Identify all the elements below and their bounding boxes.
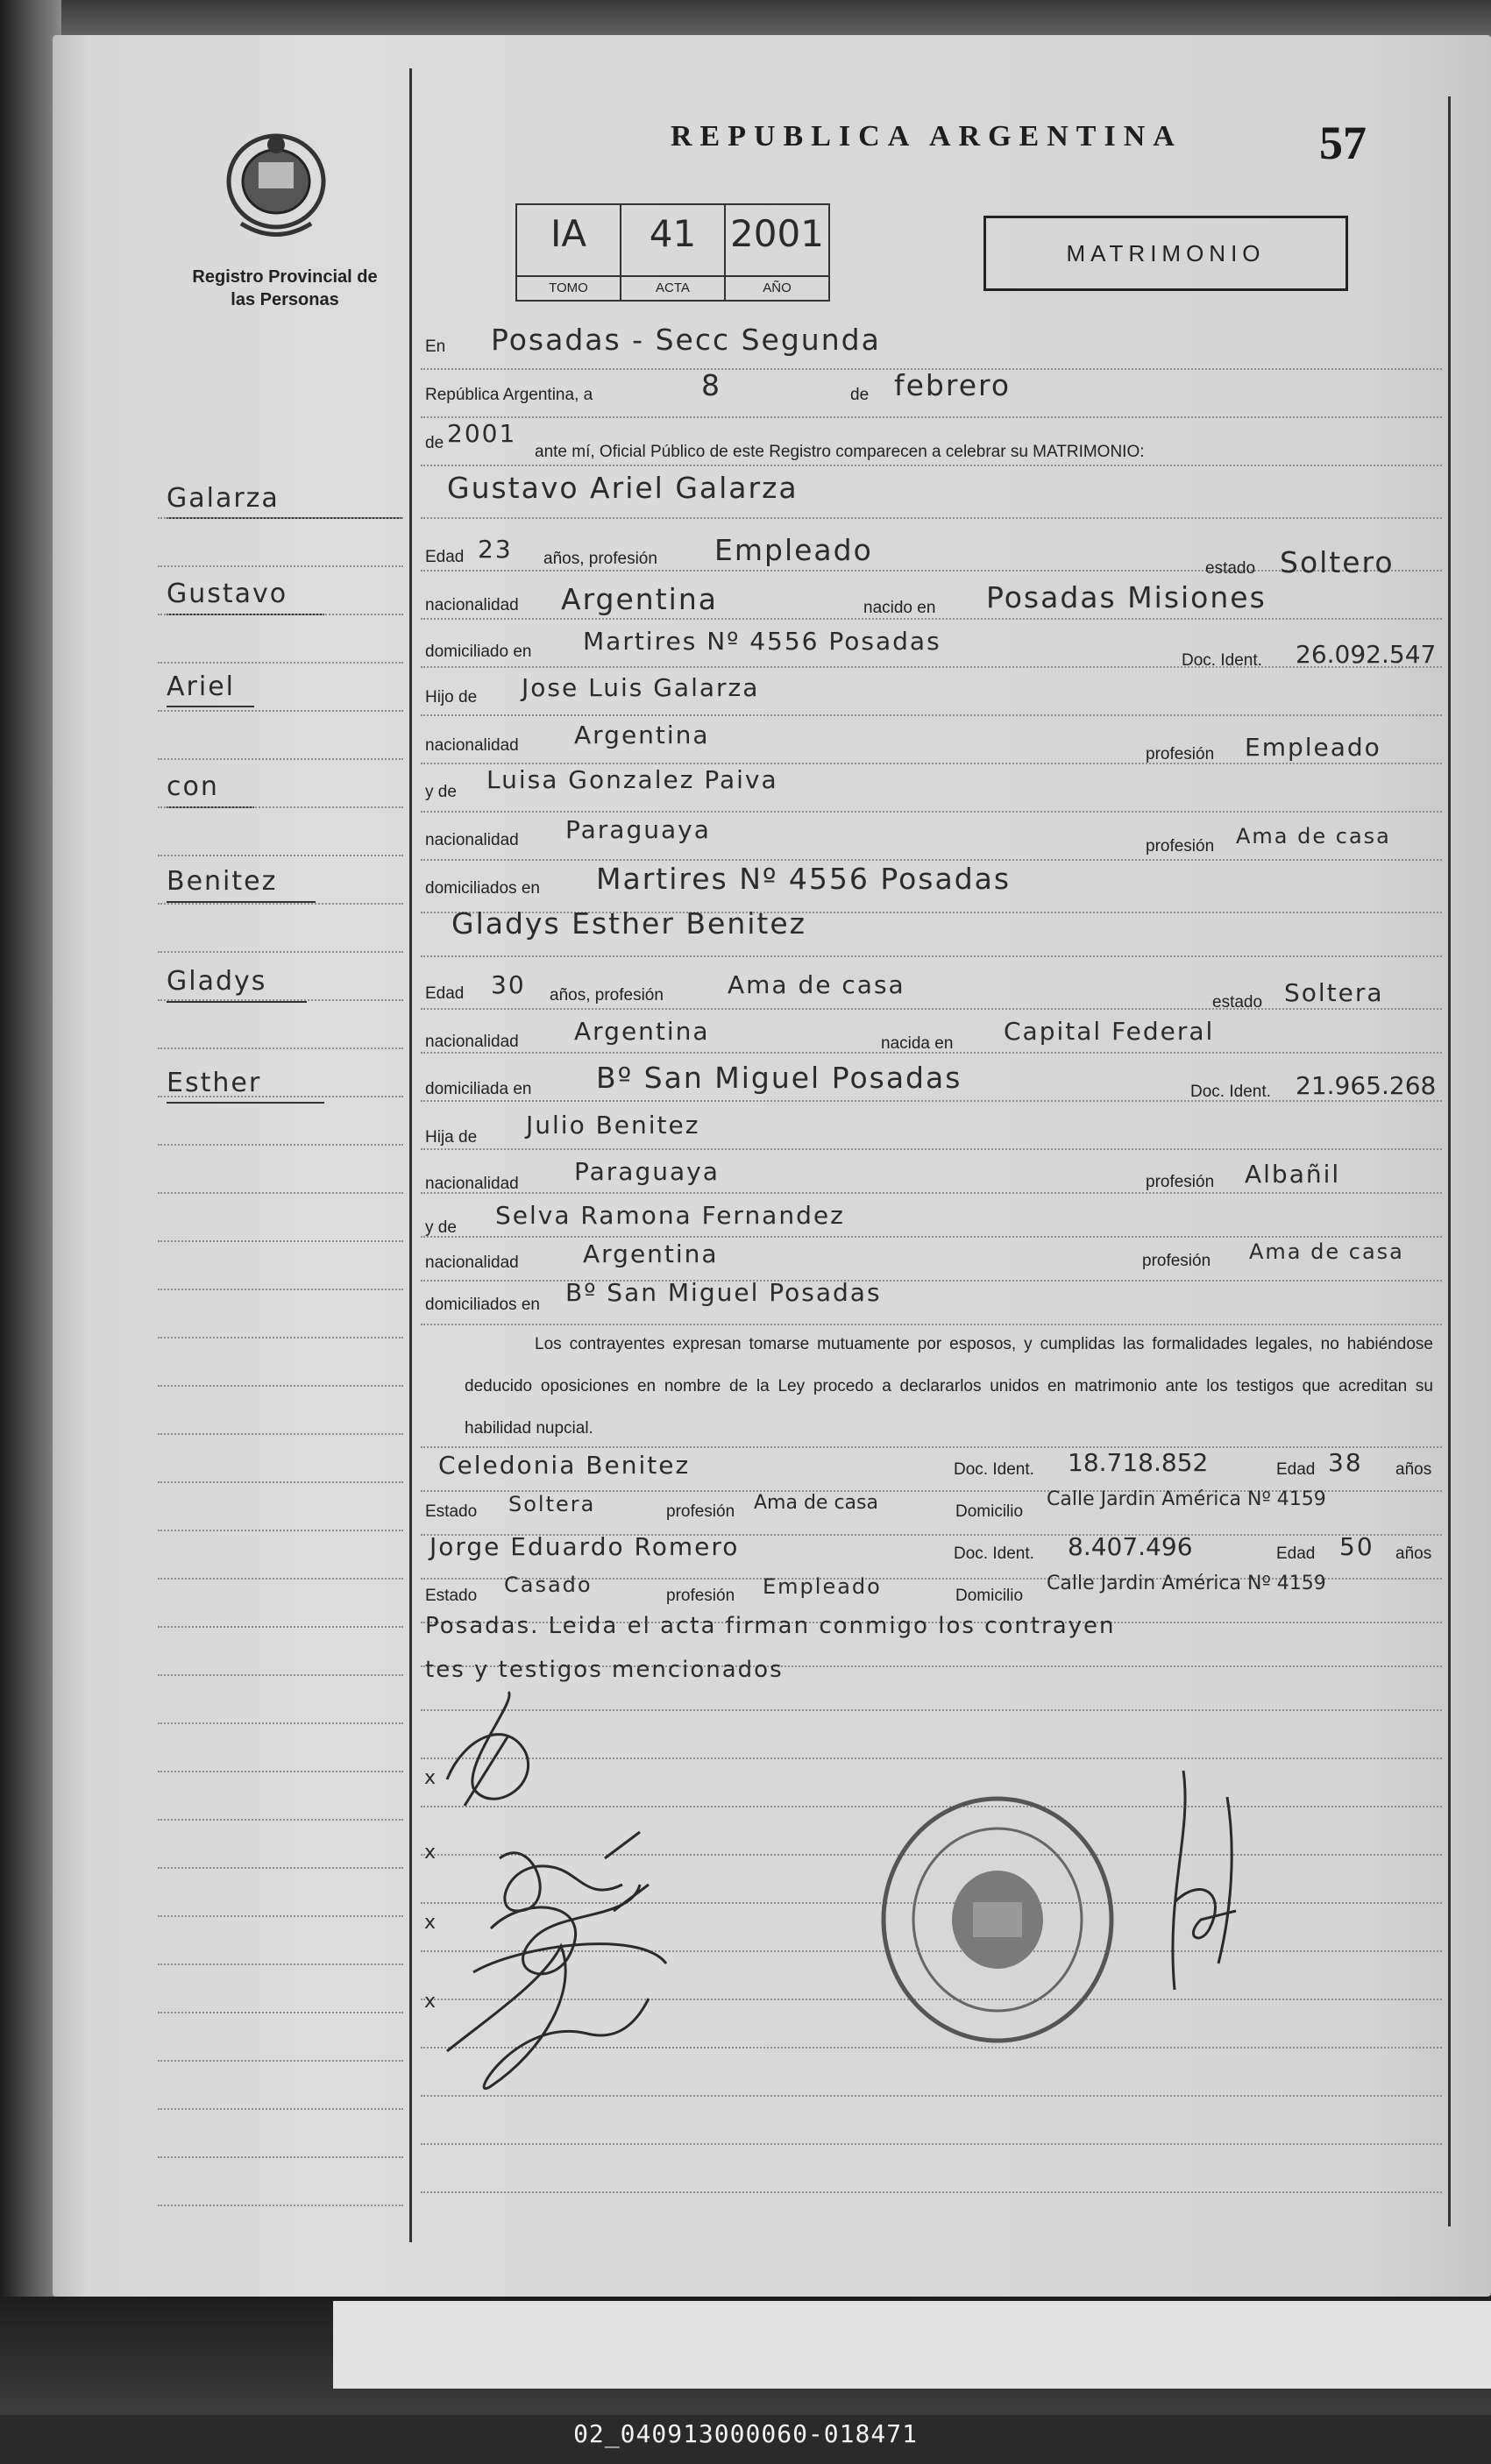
nacionalidad-label: nacionalidad xyxy=(425,596,519,614)
margin-ruled-line xyxy=(158,2060,403,2062)
margin-ruled-line xyxy=(158,1481,403,1483)
ruled-line xyxy=(421,517,1442,519)
anos-profesion-label: años, profesión xyxy=(543,550,657,568)
right-column-rule xyxy=(1448,96,1451,2226)
witness2-status: Casado xyxy=(504,1573,593,1597)
ruled-line xyxy=(421,859,1442,861)
bride-mother: Selva Ramona Fernandez xyxy=(495,1201,845,1230)
ruled-line xyxy=(421,1100,1442,1102)
bride-father-nat-label: nacionalidad xyxy=(425,1175,519,1193)
ruled-line xyxy=(421,618,1442,620)
margin-surname: Galarza xyxy=(167,483,280,514)
groom-nationality: Argentina xyxy=(561,582,718,616)
ruled-line xyxy=(421,1148,1442,1150)
ruled-line xyxy=(421,2191,1442,2193)
margin-bride-second: Esther xyxy=(167,1068,262,1098)
witness2-doc-label: Doc. Ident. xyxy=(954,1544,1034,1563)
groom-father: Jose Luis Galarza xyxy=(522,673,760,702)
groom-doc: 26.092.547 xyxy=(1296,640,1437,669)
witness1-name: Celedonia Benitez xyxy=(438,1451,691,1480)
margin-ruled-line xyxy=(158,1337,403,1339)
margin-ruled-line xyxy=(158,517,403,519)
month-value: febrero xyxy=(894,368,1012,402)
margin-second-name: Ariel xyxy=(167,671,235,702)
bride-doc: 21.965.268 xyxy=(1296,1071,1437,1100)
witness2-profession: Empleado xyxy=(763,1574,882,1599)
yde-label: y de xyxy=(425,783,457,801)
margin-ruled-line xyxy=(158,1047,403,1049)
margin-first-name: Gustavo xyxy=(167,579,288,609)
margin-ruled-line xyxy=(158,806,403,808)
image-id-caption: 02_040913000060-018471 xyxy=(573,2419,918,2448)
bride-name: Gladys Esther Benitez xyxy=(451,906,806,941)
bride-dom-parents-label: domiciliados en xyxy=(425,1296,540,1314)
ruled-line xyxy=(421,811,1442,813)
margin-ruled-line xyxy=(158,999,403,1001)
bride-anos-profesion-label: años, profesión xyxy=(550,986,664,1005)
official-stamp-icon xyxy=(875,1793,1120,2047)
groom-mother-profession: Ama de casa xyxy=(1236,824,1391,849)
bride-birthplace: Capital Federal xyxy=(1004,1017,1215,1046)
margin-ruled-line xyxy=(158,1240,403,1242)
witness1-doc-label: Doc. Ident. xyxy=(954,1460,1034,1479)
bride-nacionalidad-label: nacionalidad xyxy=(425,1033,519,1051)
bride-nationality: Argentina xyxy=(574,1017,710,1046)
de-label-year: de xyxy=(425,434,444,452)
domicilio-label: domiciliado en xyxy=(425,643,532,661)
margin-ruled-line xyxy=(158,2012,403,2013)
witness1-domicilio-label: Domicilio xyxy=(955,1502,1024,1521)
groom-father-nationality: Argentina xyxy=(574,721,710,749)
margin-ruled-line xyxy=(158,855,403,856)
witness2-edad-label: Edad xyxy=(1276,1544,1316,1563)
svg-text:x: x xyxy=(424,1767,437,1789)
witness1-age: 38 xyxy=(1328,1448,1363,1477)
ano-label: AÑO xyxy=(726,275,828,300)
margin-ruled-line xyxy=(158,1771,403,1772)
closing-line-2: tes y testigos mencionados xyxy=(425,1657,784,1683)
ante-text: ante mí, Oficial Público de este Registro comparecen a celebrar su MATRIMONIO: xyxy=(535,443,1145,461)
official-signature xyxy=(1148,1762,1253,1999)
en-label: En xyxy=(425,337,446,356)
groom-father-profession: Empleado xyxy=(1245,733,1381,762)
margin-bride-first: Gladys xyxy=(167,966,267,997)
witness1-edad-label: Edad xyxy=(1276,1460,1316,1479)
svg-text:x: x xyxy=(424,1912,437,1934)
witness2-doc: 8.407.496 xyxy=(1068,1532,1193,1561)
estado-label: estado xyxy=(1205,559,1256,578)
father-prof-label: profesión xyxy=(1146,745,1215,763)
bride-yde-label: y de xyxy=(425,1218,457,1237)
bride-father-profession: Albañil xyxy=(1245,1160,1341,1189)
witness1-doc: 18.718.852 xyxy=(1068,1448,1209,1477)
margin-ruled-line xyxy=(158,1385,403,1387)
witness2-estado-label: Estado xyxy=(425,1587,478,1605)
groom-parents-address: Martires Nº 4556 Posadas xyxy=(596,862,1012,896)
margin-ruled-line xyxy=(158,662,403,664)
witness2-name: Jorge Eduardo Romero xyxy=(430,1532,740,1561)
de-label: de xyxy=(850,386,870,404)
margin-ruled-line xyxy=(158,951,403,953)
margin-ruled-line xyxy=(158,2205,403,2206)
margin-ruled-line xyxy=(158,1674,403,1676)
groom-mother-nationality: Paraguaya xyxy=(565,815,711,844)
groom-mother: Luisa Gonzalez Paiva xyxy=(486,765,778,794)
bride-edad-label: Edad xyxy=(425,984,465,1003)
margin-ruled-line xyxy=(158,1530,403,1531)
ruled-line xyxy=(421,1008,1442,1010)
margin-ruled-line xyxy=(158,2108,403,2110)
bride-father: Julio Benitez xyxy=(526,1111,700,1140)
hija-label: Hija de xyxy=(425,1128,478,1147)
margin-con: con xyxy=(167,771,219,802)
margin-underline xyxy=(167,1102,324,1104)
margin-ruled-line xyxy=(158,1289,403,1290)
tomo-label: TOMO xyxy=(517,275,620,300)
witness2-anos-label: años xyxy=(1395,1544,1432,1563)
margin-ruled-line xyxy=(158,614,403,615)
groom-birthplace: Posadas Misiones xyxy=(986,580,1267,614)
ruled-line xyxy=(421,714,1442,716)
bride-profession: Ama de casa xyxy=(728,970,905,999)
record-type-box: MATRIMONIO xyxy=(983,216,1348,291)
bride-mother-profession: Ama de casa xyxy=(1249,1239,1404,1264)
bride-parents-address: Bº San Miguel Posadas xyxy=(565,1278,882,1307)
margin-ruled-line xyxy=(158,1192,403,1194)
country-title: REPUBLICA ARGENTINA xyxy=(671,120,1182,153)
witness1-address: Calle Jardin América Nº 4159 xyxy=(1047,1488,1326,1510)
bride-mother-prof-label: profesión xyxy=(1142,1252,1211,1270)
bride-domicilio-label: domiciliada en xyxy=(425,1080,532,1098)
bride-age: 30 xyxy=(491,970,526,999)
ruled-line xyxy=(421,955,1442,957)
witness2-domicilio-label: Domicilio xyxy=(955,1587,1024,1605)
year-value: 2001 xyxy=(447,419,517,448)
nacida-label: nacida en xyxy=(881,1034,954,1053)
place-value: Posadas - Secc Segunda xyxy=(491,323,881,357)
bride-doc-label: Doc. Ident. xyxy=(1190,1083,1271,1101)
margin-ruled-line xyxy=(158,710,403,712)
groom-address: Martires Nº 4556 Posadas xyxy=(583,627,941,656)
doc-label: Doc. Ident. xyxy=(1182,651,1262,670)
day-value: 8 xyxy=(701,368,721,402)
mother-nat-label: nacionalidad xyxy=(425,831,519,849)
bride-mother-nationality: Argentina xyxy=(583,1239,719,1268)
bottom-card xyxy=(333,2301,1491,2389)
margin-underline xyxy=(167,706,254,707)
tomo-value: IA xyxy=(550,212,587,255)
svg-text:x: x xyxy=(424,1842,437,1864)
ruled-line xyxy=(421,1236,1442,1238)
witness2-profesion-label: profesión xyxy=(666,1587,735,1605)
acta-value: 41 xyxy=(649,212,697,255)
margin-ruled-line xyxy=(158,1626,403,1628)
bride-address: Bº San Miguel Posadas xyxy=(596,1061,962,1095)
margin-ruled-line xyxy=(158,1578,403,1580)
bride-father-prof-label: profesión xyxy=(1146,1173,1215,1191)
father-nat-label: nacionalidad xyxy=(425,736,519,755)
margin-ruled-line xyxy=(158,2156,403,2158)
closing-line-1: Posadas. Leida el acta firman conmigo los contrayen xyxy=(425,1613,1116,1639)
coat-of-arms-icon xyxy=(215,127,337,245)
ruled-line xyxy=(421,763,1442,764)
bride-estado-label: estado xyxy=(1212,993,1263,1012)
margin-ruled-line xyxy=(158,758,403,760)
bride-mother-nat-label: nacionalidad xyxy=(425,1253,519,1272)
margin-bride-surname: Benitez xyxy=(167,866,278,897)
margin-ruled-line xyxy=(158,565,403,567)
ruled-line xyxy=(421,666,1442,668)
acta-label: ACTA xyxy=(621,275,724,300)
witness1-profession: Ama de casa xyxy=(754,1492,878,1514)
ano-value: 2001 xyxy=(730,212,824,255)
margin-ruled-line xyxy=(158,1915,403,1917)
mother-prof-label: profesión xyxy=(1146,837,1215,856)
witness1-status: Soltera xyxy=(508,1492,596,1516)
margin-underline xyxy=(167,1001,307,1003)
bride-status: Soltera xyxy=(1284,978,1384,1007)
ruled-line xyxy=(421,416,1442,418)
margin-ruled-line xyxy=(158,1819,403,1821)
ruled-line xyxy=(421,1192,1442,1194)
signature-scribbles xyxy=(412,1683,780,2139)
groom-name: Gustavo Ariel Galarza xyxy=(447,471,799,505)
registry-name: Registro Provincial de las Personas xyxy=(192,267,378,309)
hijo-label: Hijo de xyxy=(425,688,478,707)
witness2-address: Calle Jardin América Nº 4159 xyxy=(1047,1573,1326,1594)
margin-ruled-line xyxy=(158,1722,403,1724)
tomo-acta-ano-box xyxy=(515,203,830,302)
page-number: 57 xyxy=(1319,117,1367,169)
ruled-line xyxy=(421,465,1442,466)
witness1-profesion-label: profesión xyxy=(666,1502,735,1521)
witness1-estado-label: Estado xyxy=(425,1502,478,1521)
margin-ruled-line xyxy=(158,903,403,905)
groom-age: 23 xyxy=(478,535,513,564)
margin-ruled-line xyxy=(158,1867,403,1869)
witness2-age: 50 xyxy=(1339,1532,1374,1561)
svg-text:x: x xyxy=(424,1991,437,2013)
groom-profession: Empleado xyxy=(714,533,873,567)
groom-status: Soltero xyxy=(1280,545,1395,579)
margin-ruled-line xyxy=(158,1433,403,1435)
margin-ruled-line xyxy=(158,1963,403,1965)
nacido-label: nacido en xyxy=(863,599,936,617)
legal-body-text: Los contrayentes expresan tomarse mutuamente por esposos, y cumplidas las formalidades legales, no habiéndose deducido oposiciones en nombre de la Ley procedo a declararlos unidos en matrimonio ante los testigos que acreditan su habilidad nupcial. xyxy=(465,1335,1433,1438)
dom-parents-label: domiciliados en xyxy=(425,879,540,898)
margin-ruled-line xyxy=(158,1144,403,1146)
edad-label: Edad xyxy=(425,548,465,566)
witness1-anos-label: años xyxy=(1395,1460,1432,1479)
bride-father-nationality: Paraguaya xyxy=(574,1157,720,1186)
ruled-line xyxy=(421,2143,1442,2145)
margin-ruled-line xyxy=(158,1096,403,1097)
republica-label: República Argentina, a xyxy=(425,386,593,404)
